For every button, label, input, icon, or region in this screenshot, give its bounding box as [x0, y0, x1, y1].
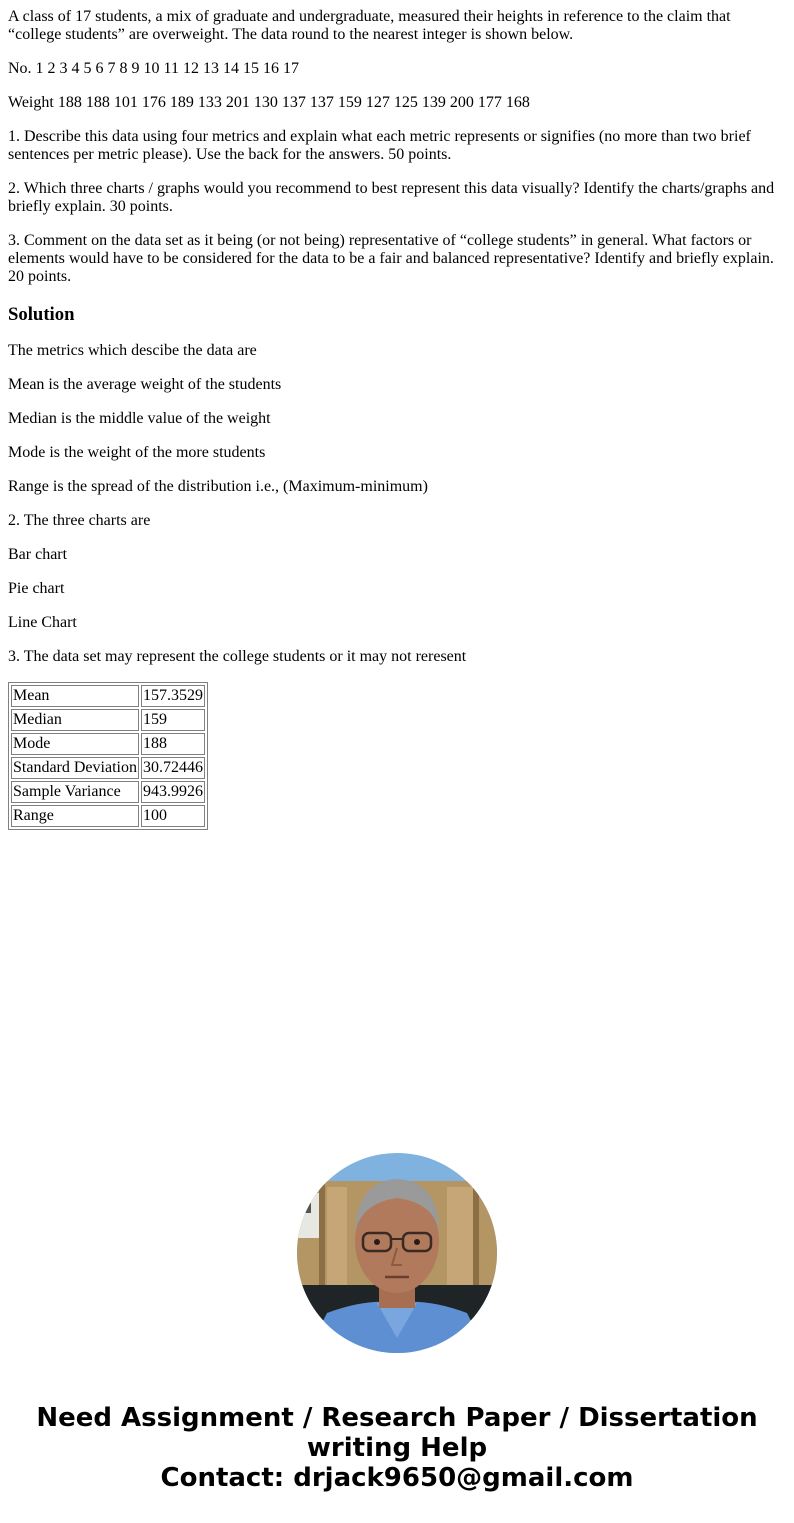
promo-contact: Contact: drjack9650@gmail.com [160, 1463, 634, 1493]
solution-line: Pie chart [8, 580, 65, 597]
student-weights-line: Weight 188 188 101 176 189 133 201 130 137 137 159 127 125 139 200 177 168 [8, 94, 530, 111]
table-row [11, 757, 205, 779]
stat-label: Mean [11, 685, 139, 707]
solution-line: 2. The three charts are [8, 512, 151, 529]
stat-value: 157.3529 [141, 685, 205, 707]
question-3: 3. Comment on the data set as it being (or not being) representative of “college students” in general. What factors or elements would have to be considered for the data to be a fair and balanced representative? Identify and briefly explain. 20 points. [8, 232, 774, 285]
solution-line: Mode is the weight of the more students [8, 444, 266, 461]
solution-line: Median is the middle value of the weight [8, 410, 271, 427]
stat-value: 943.9926 [141, 781, 205, 803]
stat-label: Mode [11, 733, 139, 755]
stat-value: 100 [141, 805, 205, 827]
stat-value: 188 [141, 733, 205, 755]
stat-value: 30.72446 [141, 757, 205, 779]
question-intro: A class of 17 students, a mix of graduate and undergraduate, measured their heights in reference to the claim that “college students” are overweight. The data round to the nearest integer is shown below. [8, 8, 731, 43]
question-1: 1. Describe this data using four metrics and explain what each metric represents or signifies (no more than two brief sentences per metric please). Use the back for the answers. 50 points. [8, 128, 751, 163]
table-row [11, 733, 205, 755]
person-portrait-icon [297, 1153, 497, 1353]
question-2: 2. Which three charts / graphs would you recommend to best represent this data visually? Identify the charts/graphs and briefly explain. 30 points. [8, 180, 775, 215]
stat-label: Range [11, 805, 139, 827]
promo-line-1: Need Assignment / Research Paper / Dissertation [36, 1403, 758, 1433]
stat-value: 159 [141, 709, 205, 731]
stat-label: Sample Variance [11, 781, 139, 803]
student-numbers-line: No. 1 2 3 4 5 6 7 8 9 10 11 12 13 14 15 16 17 [8, 60, 299, 77]
solution-line: Bar chart [8, 546, 68, 563]
tutor-avatar [297, 1153, 497, 1353]
solution-line: Line Chart [8, 614, 77, 631]
solution-line: The metrics which descibe the data are [8, 342, 257, 359]
solution-line: 3. The data set may represent the college students or it may not reresent [8, 648, 467, 665]
solution-line: Range is the spread of the distribution i.e., (Maximum-minimum) [8, 478, 428, 495]
stat-label: Standard Deviation [11, 757, 139, 779]
promo-banner [0, 1403, 794, 1493]
statistics-table [8, 682, 208, 830]
solution-line: Mean is the average weight of the students [8, 376, 282, 393]
stat-label: Median [11, 709, 139, 731]
promo-line-2: writing Help [306, 1433, 488, 1463]
table-row [11, 685, 205, 707]
table-row [11, 709, 205, 731]
document-content [8, 8, 786, 830]
table-row [11, 805, 205, 827]
table-row [11, 781, 205, 803]
solution-heading: Solution [8, 304, 75, 325]
